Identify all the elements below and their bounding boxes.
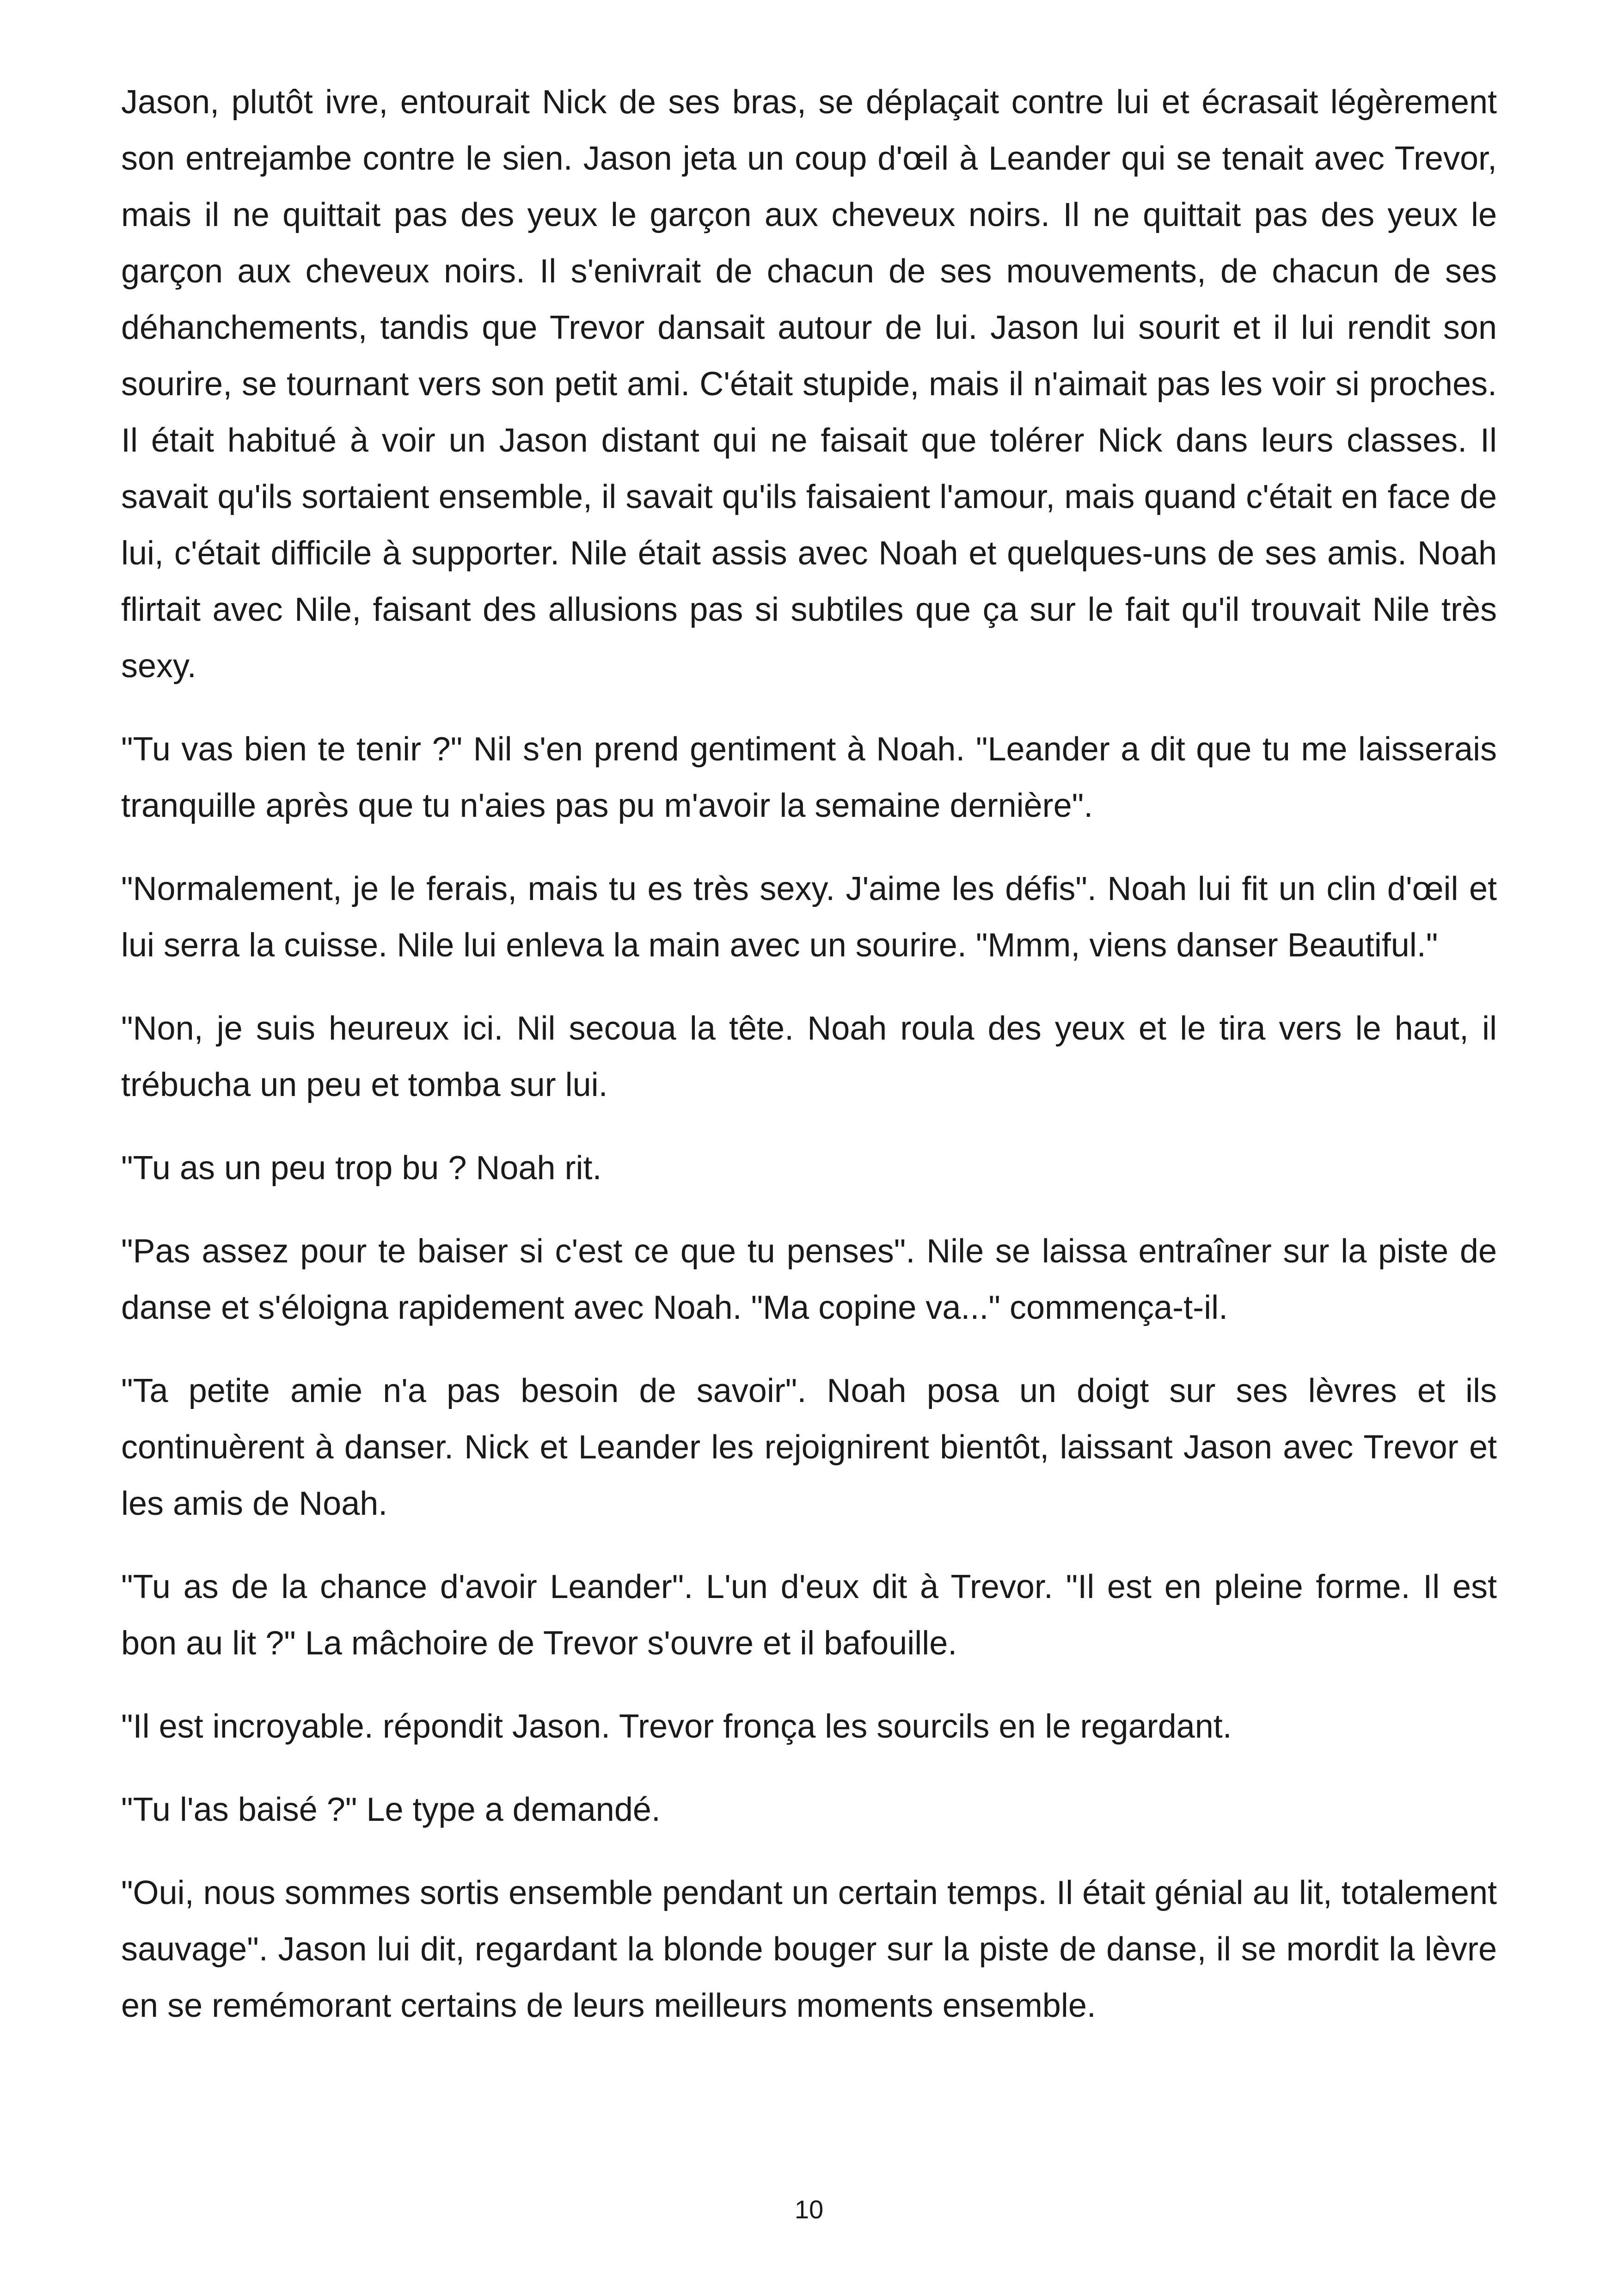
paragraph-5: "Tu as un peu trop bu ? Noah rit.: [121, 1150, 602, 1187]
paragraph-1: Jason, plutôt ivre, entourait Nick de ses bras, se déplaçait contre lui et écrasait légèrement son entrejambe contre le sien. Jason jeta un coup d'œil à Leander qui se tenait avec Trevor, mais il ne quittait pas des yeux le garçon aux cheveux noirs. Il ne quittait pas des yeux le garçon aux cheveux noirs. Il s'enivrait de chacun de ses mouvements, de chacun de ses déhanchements, tandis que Trevor dansait autour de lui. Jason lui sourit et il lui rendit son sourire, se tournant vers son petit ami. C'était stupide, mais il n'aimait pas les voir si proches. Il était habitué à voir un Jason distant qui ne faisait que tolérer Nick dans leurs classes. Il savait qu'ils sortaient ensemble, il savait qu'ils faisaient l'amour, mais quand c'était en face de lui, c'était difficile à supporter. Nile était assis avec Noah et quelques-uns de ses amis. Noah flirtait avec Nile, faisant des allusions pas si subtiles que ça sur le fait qu'il trouvait Nile très sexy.: [121, 84, 1497, 685]
paragraph-2: "Tu vas bien te tenir ?" Nil s'en prend gentiment à Noah. "Leander a dit que tu me laisserais tranquille après que tu n'aies pas pu m'avoir la semaine dernière".: [121, 731, 1497, 824]
paragraph-7: "Ta petite amie n'a pas besoin de savoir". Noah posa un doigt sur ses lèvres et ils continuèrent à danser. Nick et Leander les rejoignirent bientôt, laissant Jason avec Trevor et les amis de Noah.: [121, 1372, 1497, 1522]
paragraph-8: "Tu as de la chance d'avoir Leander". L'un d'eux dit à Trevor. "Il est en pleine forme. Il est bon au lit ?" La mâchoire de Trevor s'ouvre et il bafouille.: [121, 1568, 1497, 1662]
paragraph-9: "Il est incroyable. répondit Jason. Trevor fronça les sourcils en le regardant.: [121, 1708, 1232, 1745]
paragraph-6: "Pas assez pour te baiser si c'est ce que tu penses". Nile se laissa entraîner sur la piste de danse et s'éloigna rapidement avec Noah. "Ma copine va..." commença-t-il.: [121, 1233, 1497, 1326]
body-text: [121, 74, 1497, 2061]
paragraph-4: "Non, je suis heureux ici. Nil secoua la tête. Noah roula des yeux et le tira vers le haut, il trébucha un peu et tomba sur lui.: [121, 1010, 1497, 1103]
page-number: 10: [794, 2195, 824, 2224]
paragraph-10: "Tu l'as baisé ?" Le type a demandé.: [121, 1791, 661, 1828]
paragraph-3: "Normalement, je le ferais, mais tu es très sexy. J'aime les défis". Noah lui fit un clin d'œil et lui serra la cuisse. Nile lui enleva la main avec un sourire. "Mmm, viens danser Beautiful.": [121, 870, 1497, 964]
paragraph-11: "Oui, nous sommes sortis ensemble pendant un certain temps. Il était génial au lit, totalement sauvage". Jason lui dit, regardant la blonde bouger sur la piste de danse, il se mordit la lèvre en se remémorant certains de leurs meilleurs moments ensemble.: [121, 1874, 1497, 2024]
